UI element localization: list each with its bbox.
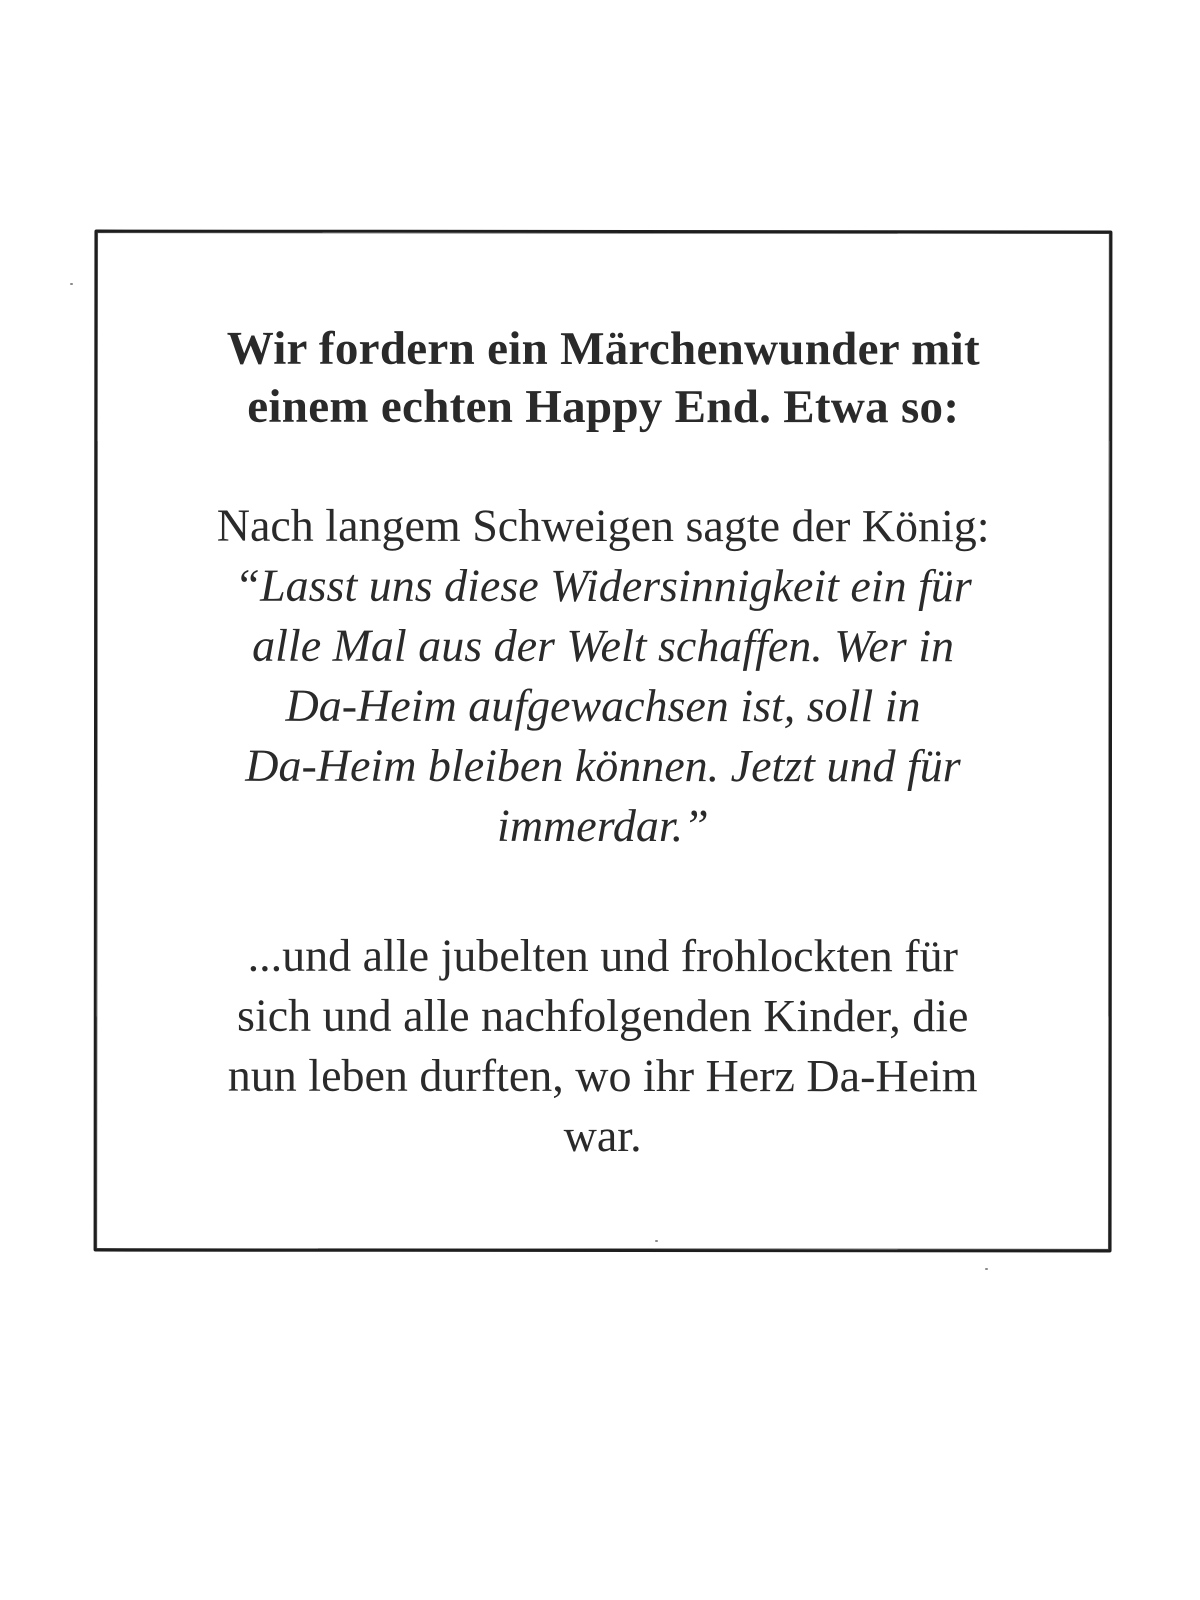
- heading-line-2: einem echten Happy End. Etwa so:: [247, 380, 960, 434]
- paper-speck: [985, 1268, 988, 1270]
- paper-speck: [70, 283, 73, 285]
- quote-line: Da-Heim bleiben können. Jetzt und für: [245, 739, 961, 792]
- heading-line-1: Wir fordern ein Märchenwunder mit: [226, 322, 980, 376]
- king-quote: [97, 556, 1109, 857]
- quote-line: Da-Heim aufgewachsen ist, soll in: [285, 679, 921, 732]
- quote-line: immerdar.”: [497, 799, 709, 852]
- ending-paragraph: [97, 926, 1109, 1167]
- ending-line: war.: [563, 1109, 642, 1162]
- paper-speck: [655, 1240, 658, 1242]
- ending-line: ...und alle jubelten und frohlockten für: [247, 929, 958, 982]
- ending-line: nun leben durften, wo ihr Herz Da-Heim: [227, 1049, 978, 1102]
- frame-content: [97, 233, 1109, 1162]
- ending-line: sich und alle nachfolgenden Kinder, die: [237, 989, 969, 1042]
- intro-line: Nach langem Schweigen sagte der König:: [216, 499, 990, 552]
- quote-line: alle Mal aus der Welt schaffen. Wer in: [252, 619, 955, 672]
- quote-line: “Lasst uns diese Widersinnigkeit ein für: [234, 559, 972, 612]
- text-frame: [94, 230, 1113, 1253]
- heading: [97, 320, 1109, 437]
